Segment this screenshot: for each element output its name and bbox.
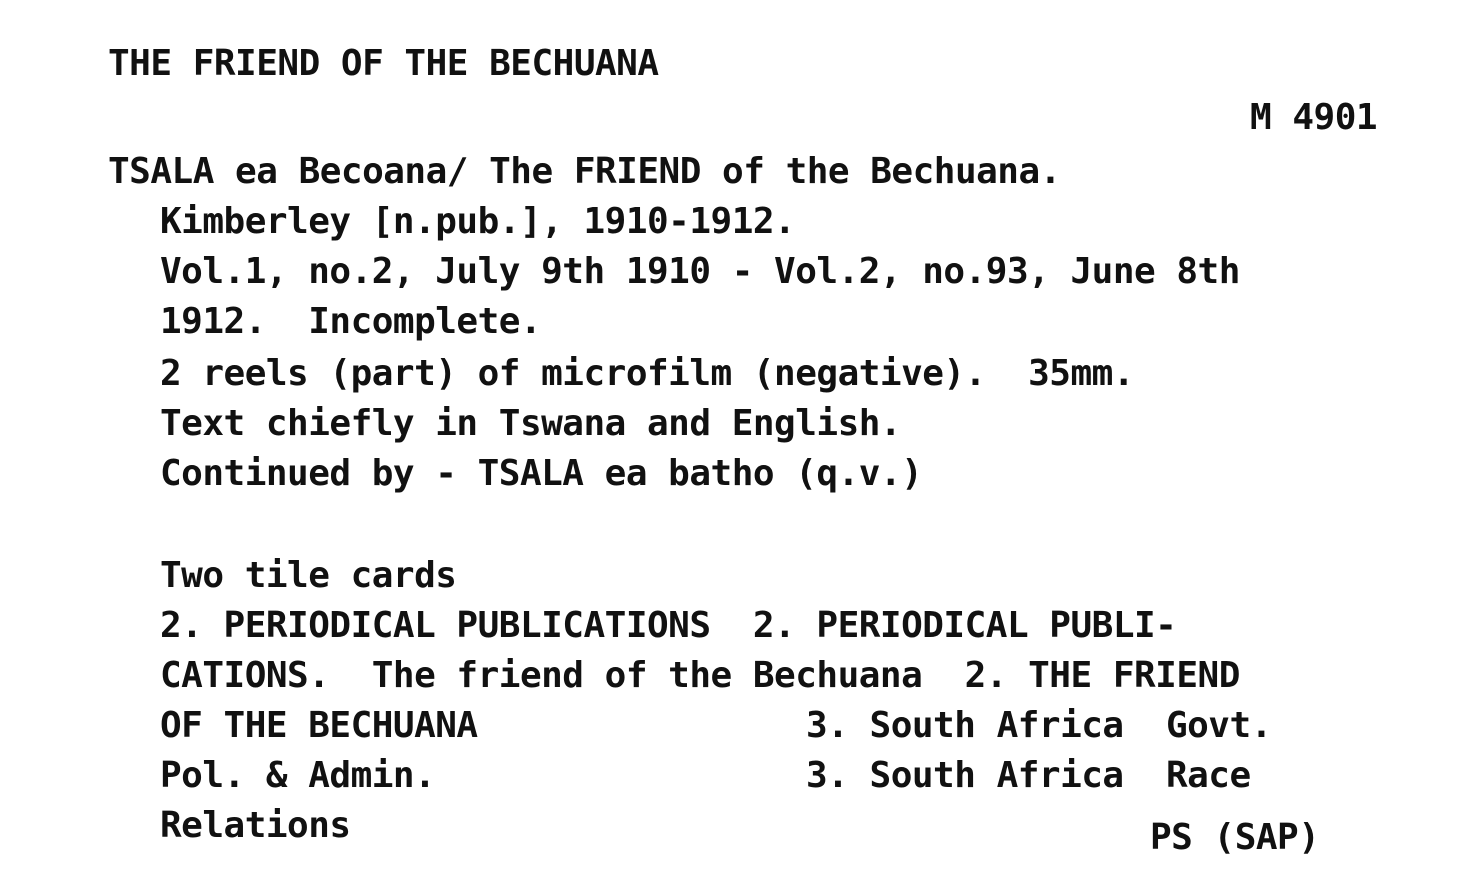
card-heading: THE FRIEND OF THE BECHUANA [108, 43, 659, 84]
tracing-line-1: 2. PERIODICAL PUBLICATIONS 2. PERIODICAL PUBLI- [160, 605, 1177, 646]
tracing-line-3-left: OF THE BECHUANA [160, 705, 478, 746]
cataloger-initials: PS (SAP) [1150, 817, 1320, 858]
tracing-line-4-left: Pol. & Admin. [160, 755, 436, 796]
physical-description: 2 reels (part) of microfilm (negative). 35mm. [160, 353, 1134, 394]
title-line: TSALA ea Becoana/ The FRIEND of the Bechuana. [108, 151, 1061, 192]
tracing-line-5-left: Relations [160, 805, 351, 846]
imprint-line: Kimberley [n.pub.], 1910-1912. [160, 201, 796, 242]
tracing-line-2: CATIONS. The friend of the Bechuana 2. THE FRIEND [160, 655, 1240, 696]
call-number: M 4901 [1250, 97, 1378, 138]
tracing-line-3-right: 3. South Africa Govt. [806, 705, 1272, 746]
continued-by-note: Continued by - TSALA ea batho (q.v.) [160, 453, 923, 494]
tracing-line-4-right: 3. South Africa Race [806, 755, 1251, 796]
holdings-line-2: 1912. Incomplete. [160, 301, 542, 342]
language-note: Text chiefly in Tswana and English. [160, 403, 902, 444]
tracing-intro: Two tile cards [160, 555, 457, 596]
holdings-line-1: Vol.1, no.2, July 9th 1910 - Vol.2, no.93, June 8th [160, 251, 1240, 292]
